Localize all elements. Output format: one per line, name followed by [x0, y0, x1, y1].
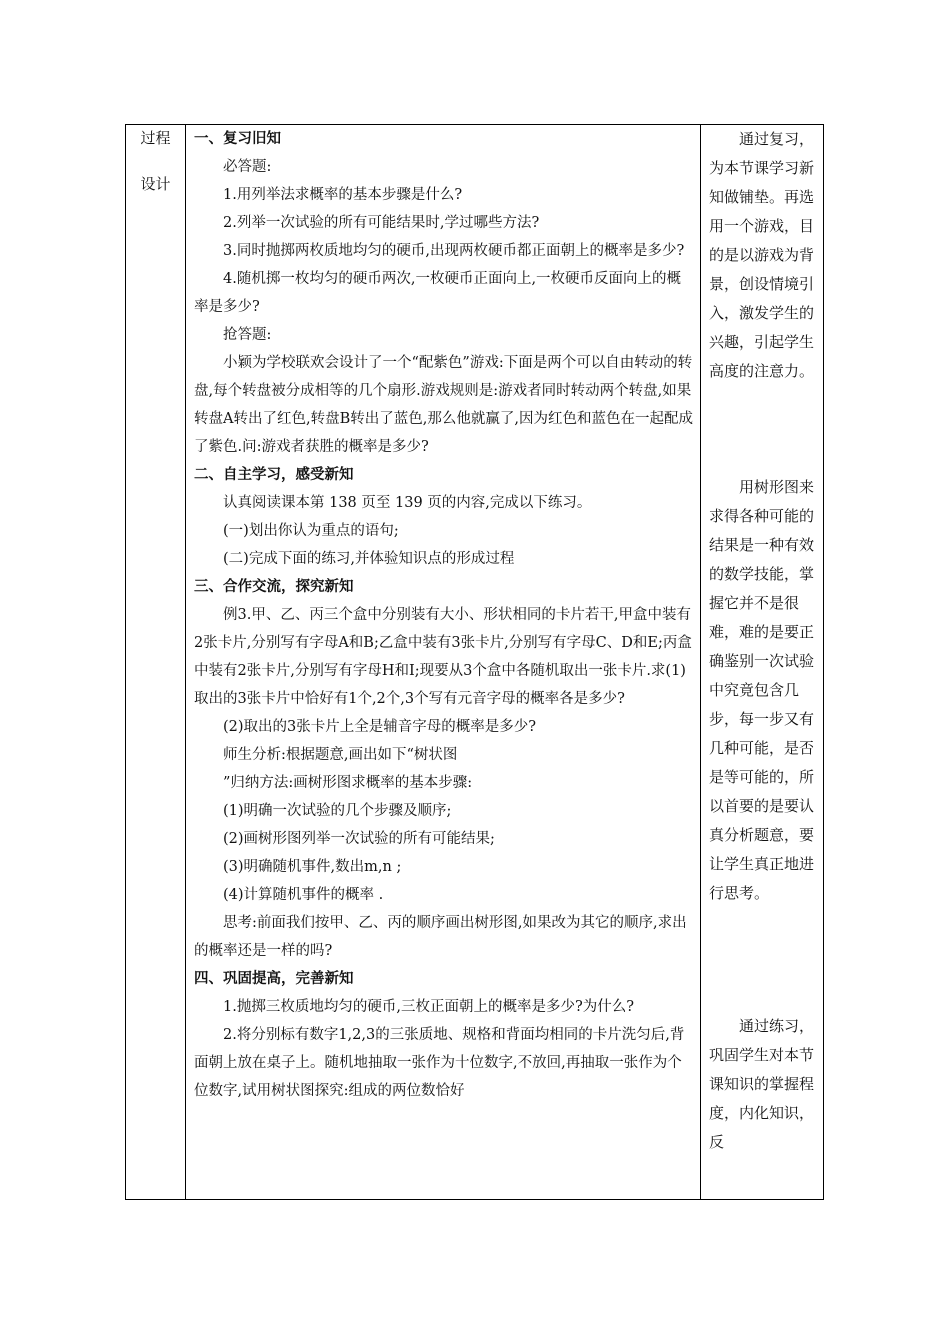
content-line: (一)划出你认为重点的语句; — [223, 523, 399, 539]
content-line: (1)明确一次试验的几个步骤及顺序; — [223, 803, 452, 819]
content-line: 2.列举一次试验的所有可能结果时,学过哪些方法? — [223, 215, 540, 231]
content-line: 师生分析:根据题意,画出如下“树状图 — [223, 747, 458, 763]
content-line: 必答题: — [223, 159, 272, 175]
main-content — [186, 125, 700, 1199]
content-line: 思考:前面我们按甲、乙、丙的顺序画出树形图,如果改为其它的顺序,求出的概率还是一样的吗? — [194, 915, 687, 959]
content-line: 1.抛掷三枚质地均匀的硬币,三枚正面朝上的概率是多少?为什么? — [223, 999, 634, 1015]
process-label-cell — [126, 125, 186, 1200]
content-line: 抢答题: — [223, 327, 272, 343]
content-line: 1.用列举法求概率的基本步骤是什么? — [223, 187, 463, 203]
section-heading: 三、合作交流，探究新知 — [194, 579, 354, 595]
content-line: 例3.甲、乙、丙三个盒中分别装有大小、形状相同的卡片若干,甲盒中装有2张卡片,分别写有字母A和B;乙盒中装有3张卡片,分别写有字母C、D和E;丙盒中装有2张卡片,分别写有字母H和I;现要从3个盒中各随机取出一张卡片.求(1)取出的3张卡片中恰好有1个,2个,3个写有元音字母的概率各是多少? — [194, 607, 692, 707]
content-line: (2)取出的3张卡片上全是辅音字母的概率是多少? — [223, 719, 537, 735]
content-line: 3.同时抛掷两枚质地均匀的硬币,出现两枚硬币都正面朝上的概率是多少? — [223, 243, 685, 259]
content-cell — [186, 125, 701, 1200]
lesson-plan-table — [125, 124, 824, 1200]
section-heading: 一、复习旧知 — [194, 131, 281, 147]
side-note: 通过复习，为本节课学习新知做铺垫。再选用一个游戏，目的是以游戏为背景，创设情境引入，激发学生的兴趣，引起学生高度的注意力。 — [709, 130, 815, 380]
content-line: (4)计算随机事件的概率 . — [223, 887, 384, 903]
section-heading: 二、自主学习，感受新知 — [194, 467, 354, 483]
table-row — [126, 125, 824, 1200]
label-line: 设计 — [140, 175, 171, 193]
label-line: 过程 — [140, 129, 171, 147]
content-line: 认真阅读课本第 138 页至 139 页的内容,完成以下练习。 — [223, 495, 592, 511]
section-heading: 四、巩固提高，完善新知 — [194, 971, 354, 987]
content-line: 2.将分别标有数字1,2,3的三张质地、规格和背面均相同的卡片洗匀后,背面朝上放在桌子上。随机地抽取一张作为十位数字,不放回,再抽取一张作为个位数字,试用树状图探究:组成的两位数恰好 — [194, 1027, 685, 1099]
content-line: 小颖为学校联欢会设计了一个“配紫色”游戏:下面是两个可以自由转动的转盘,每个转盘被分成相等的几个扇形.游戏规则是:游戏者同时转动两个转盘,如果转盘A转出了红色,转盘B转出了蓝色,那么他就赢了,因为红色和蓝色在一起配成了紫色.问:游戏者获胜的概率是多少? — [194, 355, 693, 455]
notes-cell — [701, 125, 824, 1200]
side-note: 用树形图来求得各种可能的结果是一种有效的数学技能，掌握它并不是很难，难的是要正确鉴别一次试验中究竟包含几步，每一步又有几种可能，是否是等可能的，所以首要的是要认真分析题意，要让学生真正地进行思考。 — [709, 478, 815, 902]
content-line: (二)完成下面的练习,并体验知识点的形成过程 — [223, 551, 515, 567]
side-note: 通过练习，巩固学生对本节课知识的掌握程度，内化知识，反 — [709, 1017, 815, 1151]
side-notes — [701, 125, 823, 1199]
content-line: 4.随机掷一枚均匀的硬币两次,一枚硬币正面向上,一枚硬币反面向上的概率是多少? — [194, 271, 682, 315]
content-line: (2)画树形图列举一次试验的所有可能结果; — [223, 831, 495, 847]
content-line: (3)明确随机事件,数出m,n ; — [223, 859, 402, 875]
content-line: ”归纳方法:画树形图求概率的基本步骤: — [223, 775, 473, 791]
